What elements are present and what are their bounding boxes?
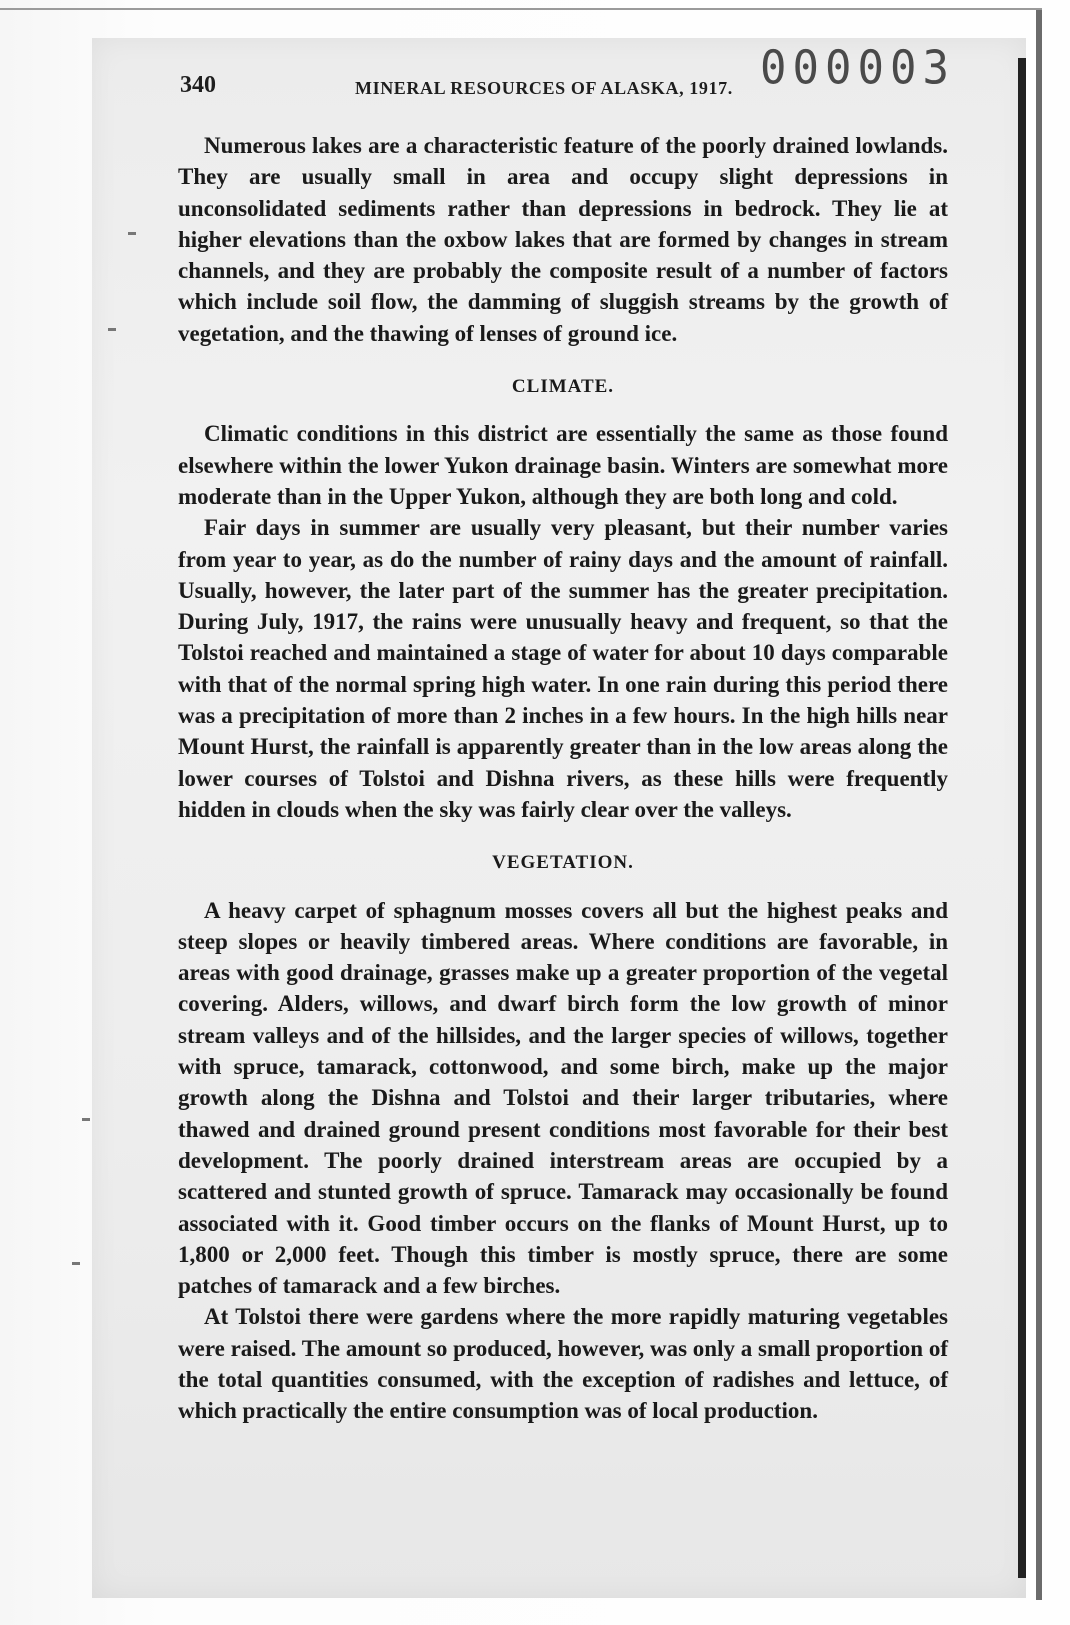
heading-climate: CLIMATE. <box>511 376 615 398</box>
paragraph-lakes: Numerous lakes are a characteristic feature of the poorly drained lowlands. They are usually small in area and occupy slight depressions in unconsolidated sediments rather than depressions in bedrock. They lie at higher elevations than the oxbow lakes that are formed by changes in stream channels, and they are probably the composite result of a number of factors which include soil flow, the damming of sluggish streams by the growth of vegetation, and the thawing of lenses of ground ice. <box>178 133 948 346</box>
margin-mark <box>108 328 116 331</box>
heading-vegetation: VEGETATION. <box>492 852 634 874</box>
running-title: MINERAL RESOURCES OF ALASKA, 1917. <box>355 78 733 98</box>
document-page <box>92 38 1026 1598</box>
paragraph-vegetation-1: A heavy carpet of sphagnum mosses covers all but the highest peaks and steep slopes or heavily timbered areas. Where conditions are favorable, in areas with good drainage, grasses make up a greater proportion of the vegetal covering. Alders, willows, and dwarf birch form the low growth of minor stream valleys and of the hillsides, and the larger species of willows, together with spruce, tamarack, cottonwood, and some birch, make up the major growth along the Dishna and Tolstoi and their larger tributaries, where thawed and drained ground present conditions most favorable for their best development. The poorly drained interstream areas are occupied by a scattered and stunted growth of spruce. Tamarack may occasionally be found associated with it. Good timber occurs on the flanks of Mount Hurst, up to 1,800 or 2,000 feet. Though this timber is mostly spruce, there are some patches of tamarack and a few birches. <box>178 897 948 1299</box>
document-stamp-number: 000003 <box>760 41 955 96</box>
scan-edge-right <box>1036 10 1042 1600</box>
paragraph-climate-2: Fair days in summer are usually very pleasant, but their number varies from year to year, as do the number of rainy days and the amount of rainfall. Usually, however, the later part of the summer has the greater precipitation. During July, 1917, the rains were unusually heavy and frequent, so that the Tolstoi reached and maintained a stage of water for about 10 days comparable with that of the normal spring high water. In one rain during this period there was a precipitation of more than 2 inches in a few hours. In the high hills near Mount Hurst, the rainfall is apparently greater than in the low areas along the lower courses of Tolstoi and Dishna rivers, as these hills were frequently hidden in clouds when the sky was fairly clear over the valleys. <box>178 515 948 822</box>
margin-mark <box>82 1118 90 1121</box>
paragraph-climate-1: Climatic conditions in this district are essentially the same as those found elsewhere within the lower Yukon drainage basin. Winters are somewhat more moderate than in the Upper Yukon, although they are both long and cold. <box>178 421 948 509</box>
page-binding-bar <box>1018 58 1026 1578</box>
scan-edge-top <box>0 8 1042 10</box>
paragraph-vegetation-2: At Tolstoi there were gardens where the more rapidly maturing vegetables were raised. The amount so produced, however, was only a small proportion of the total quantities consumed, with the exception of radishes and lettuce, of which practically the entire consumption was of local production. <box>178 1304 948 1424</box>
margin-mark <box>128 232 136 235</box>
page-content <box>178 130 948 1427</box>
page-number: 340 <box>180 72 216 98</box>
margin-mark <box>72 1262 80 1265</box>
